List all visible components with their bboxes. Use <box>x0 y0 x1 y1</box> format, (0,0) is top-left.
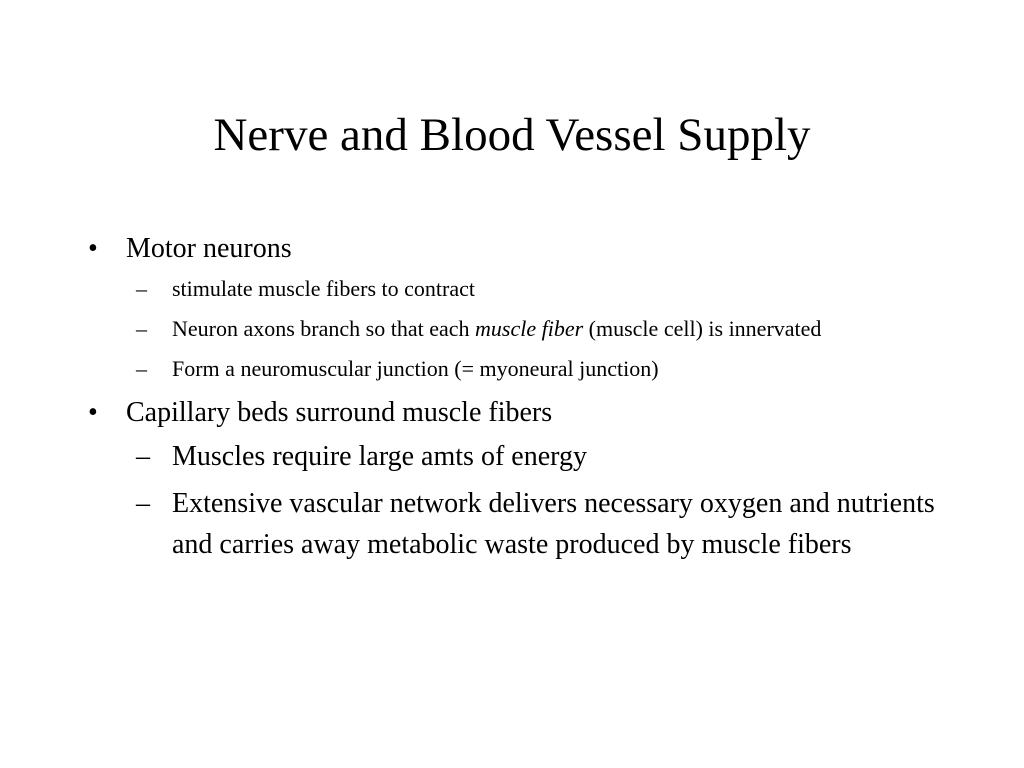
sub-list-capillary-beds <box>88 436 948 565</box>
slide-title: Nerve and Blood Vessel Supply <box>213 109 811 161</box>
sub-list-motor-neurons <box>88 272 948 386</box>
sub-item <box>88 483 948 565</box>
bullet-text: Capillary beds surround muscle fibers <box>126 397 553 428</box>
slide-content <box>88 230 948 573</box>
sub-item <box>88 436 948 477</box>
bullet-dot-icon: • <box>88 233 98 264</box>
sub-item-emphasis: muscle fiber <box>475 316 584 341</box>
sub-item-text-after: (muscle cell) is innervated <box>583 316 822 341</box>
sub-item-text: stimulate muscle fibers to contract <box>172 276 476 301</box>
sub-item-text: Extensive vascular network delivers necessary oxygen and nutrients and carries away metabolic waste produced by muscle fibers <box>172 488 935 560</box>
sub-item-text <box>172 316 821 341</box>
dash-icon: – <box>136 441 150 472</box>
sub-item-text-before: Neuron axons branch so that each <box>172 316 476 341</box>
dash-icon: – <box>136 356 147 381</box>
sub-item <box>88 272 948 306</box>
dash-icon: – <box>136 316 147 341</box>
bullet-capillary-beds <box>88 394 948 432</box>
sub-item-text: Muscles require large amts of energy <box>172 441 587 472</box>
bullet-dot-icon: • <box>88 397 98 428</box>
dash-icon: – <box>136 488 150 519</box>
bullet-text: Motor neurons <box>126 233 292 264</box>
dash-icon: – <box>136 276 147 301</box>
sub-item <box>88 312 948 346</box>
bullet-motor-neurons <box>88 230 948 268</box>
sub-item <box>88 352 948 386</box>
sub-item-text: Form a neuromuscular junction (= myoneural junction) <box>172 356 659 381</box>
